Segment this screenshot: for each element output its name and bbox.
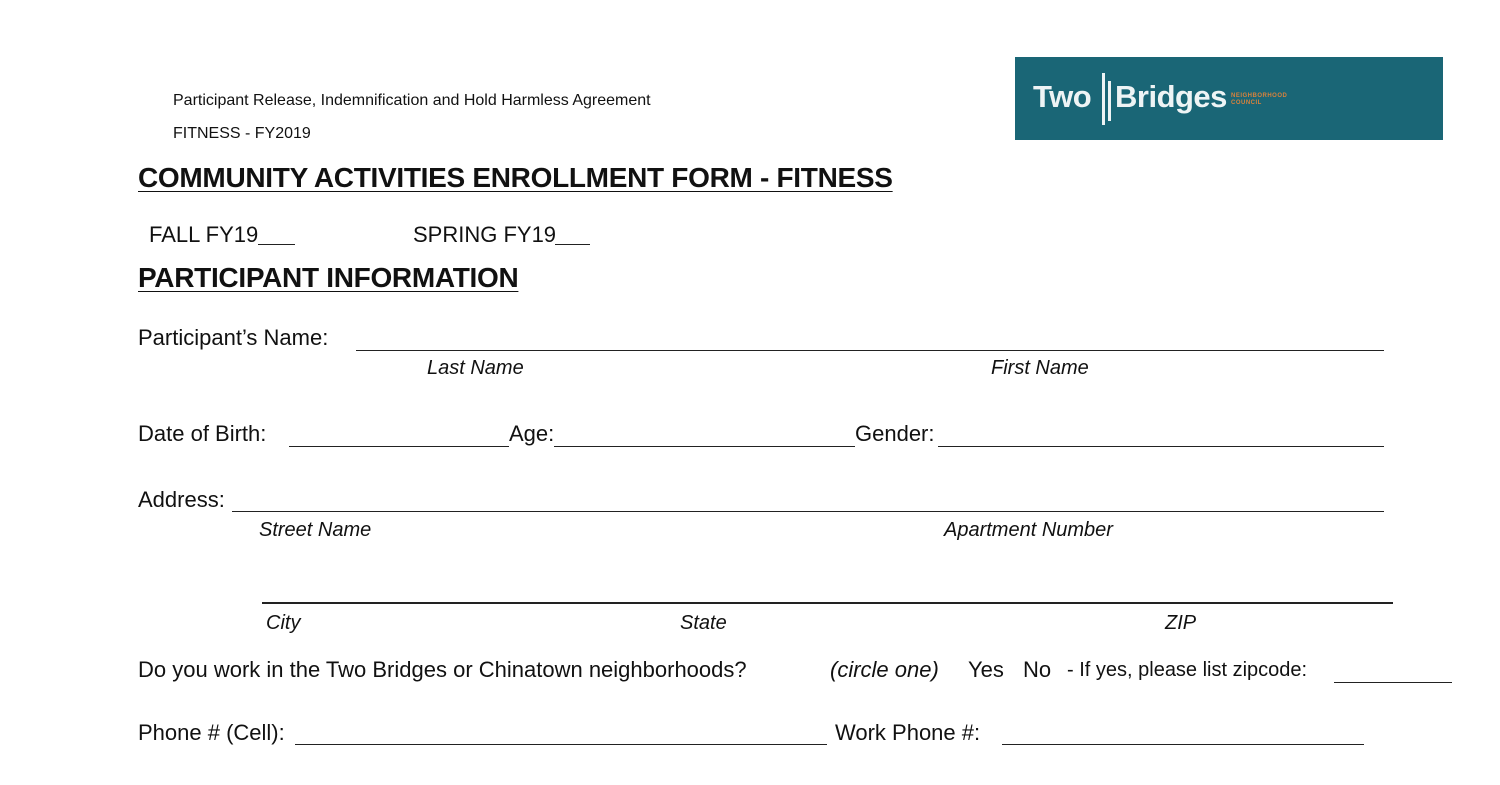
zipcode-prompt: - If yes, please list zipcode: xyxy=(1067,659,1308,681)
gender-label: Gender: xyxy=(855,421,935,446)
term-spring: SPRING FY19 xyxy=(413,222,557,247)
dob-input-line[interactable] xyxy=(289,446,509,447)
age-input-line[interactable] xyxy=(554,446,855,447)
work-question: Do you work in the Two Bridges or Chinatown neighborhoods? xyxy=(138,657,747,682)
no-option[interactable]: No xyxy=(1023,657,1052,682)
logo-text-right: Bridges xyxy=(1115,79,1227,114)
logo-bridge-icon xyxy=(1102,73,1105,125)
yes-option[interactable]: Yes xyxy=(968,657,1004,682)
work-phone-label: Work Phone #: xyxy=(835,720,981,745)
apartment-number-caption: Apartment Number xyxy=(944,519,1113,541)
name-input-line[interactable] xyxy=(356,350,1384,351)
logo-text-left: Two xyxy=(1033,79,1092,114)
term-fall: FALL FY19 xyxy=(149,222,259,247)
cell-phone-input-line[interactable] xyxy=(295,744,827,745)
state-caption: State xyxy=(680,612,727,634)
agreement-title: Participant Release, Indemnification and Hold Harmless Agreement xyxy=(173,92,651,109)
city-caption: City xyxy=(266,612,301,634)
cell-phone-label: Phone # (Cell): xyxy=(138,720,285,745)
logo-bridge-icon-2 xyxy=(1108,81,1111,121)
section-title: PARTICIPANT INFORMATION xyxy=(138,262,519,293)
address-input-line[interactable] xyxy=(232,511,1384,512)
program-label: FITNESS - FY2019 xyxy=(173,125,311,142)
last-name-caption: Last Name xyxy=(427,357,524,379)
dob-label: Date of Birth: xyxy=(138,421,267,446)
fall-checkbox-line[interactable] xyxy=(258,244,295,245)
spring-checkbox-line[interactable] xyxy=(555,244,590,245)
two-bridges-logo xyxy=(1015,57,1443,140)
city-state-zip-input-line[interactable] xyxy=(262,602,1393,604)
zip-caption: ZIP xyxy=(1165,612,1197,634)
age-label: Age: xyxy=(509,421,555,446)
address-label: Address: xyxy=(138,487,225,512)
first-name-caption: First Name xyxy=(991,357,1089,379)
work-phone-input-line[interactable] xyxy=(1002,744,1364,745)
circle-one-hint: (circle one) xyxy=(830,657,939,682)
work-zipcode-input-line[interactable] xyxy=(1334,682,1452,683)
name-label: Participant’s Name: xyxy=(138,325,329,350)
logo-subtitle: NEIGHBORHOOD COUNCIL xyxy=(1231,93,1288,106)
gender-input-line[interactable] xyxy=(938,446,1384,447)
street-name-caption: Street Name xyxy=(259,519,372,541)
form-title: COMMUNITY ACTIVITIES ENROLLMENT FORM - FITNESS xyxy=(138,162,893,193)
